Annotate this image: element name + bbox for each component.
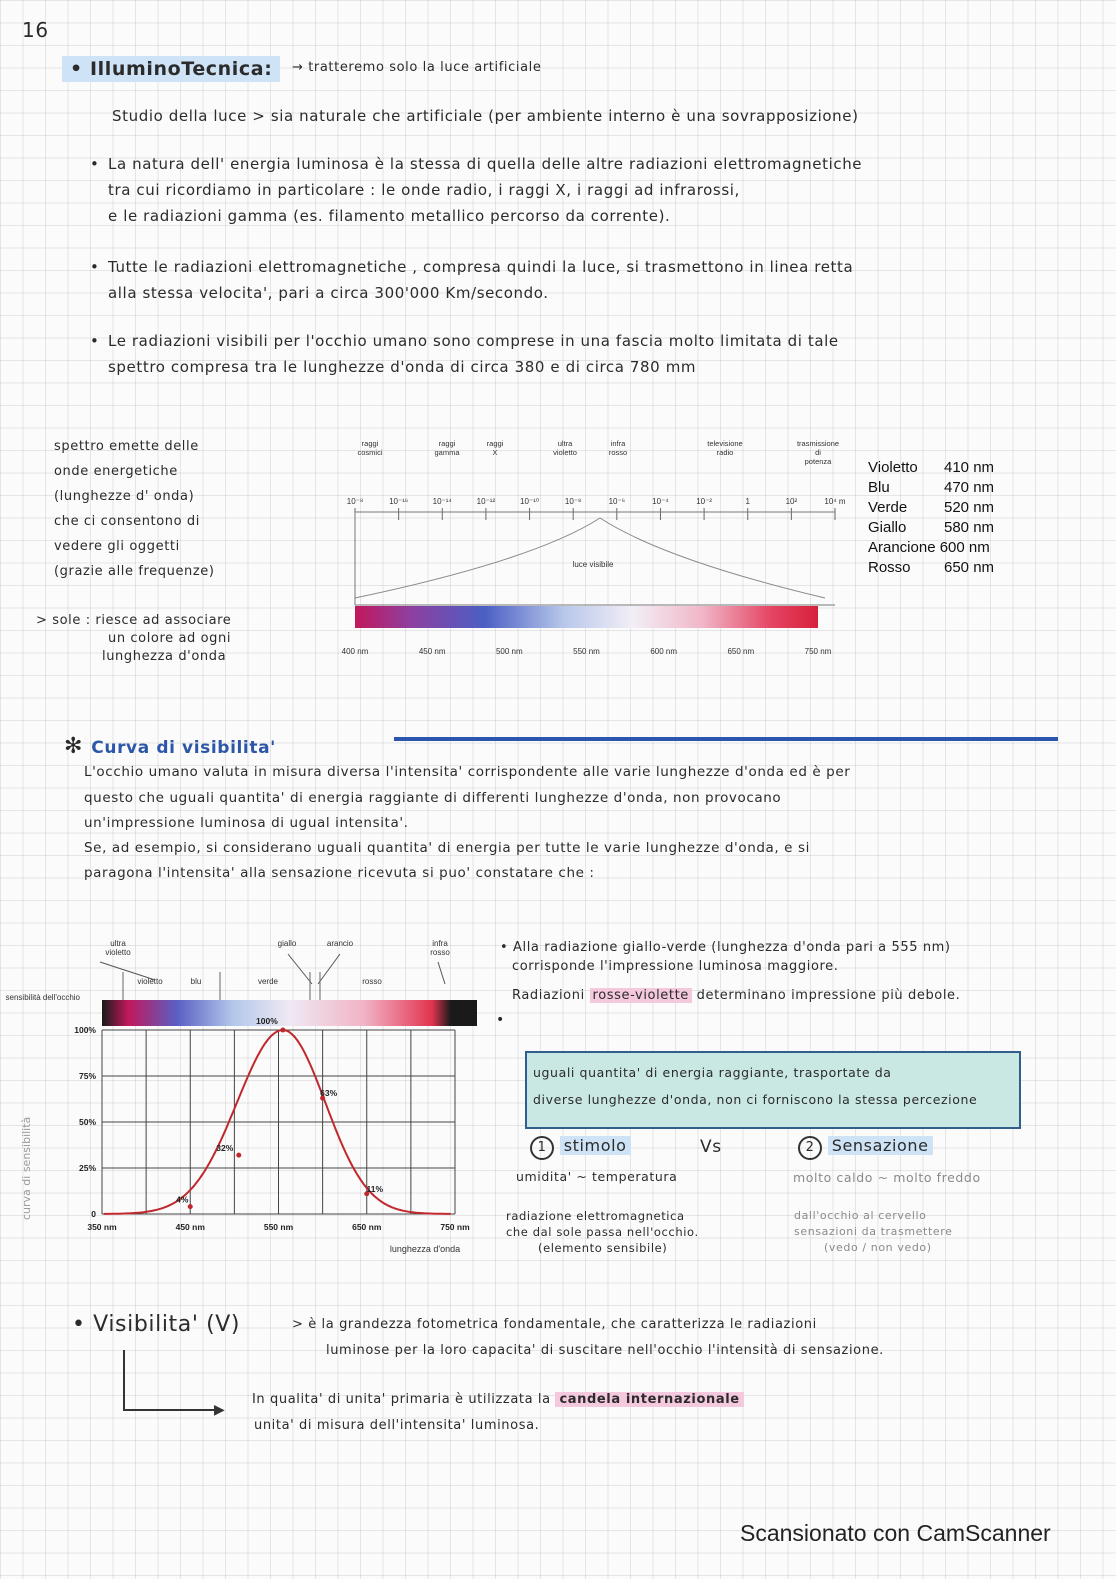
spectrum-nm-label: 500 nm [495,647,523,656]
header-note: → tratteremo solo la luce artificiale [292,60,542,75]
spectrum-nm-label: 400 nm [341,647,369,656]
curve-x-tick: 350 nm [87,1222,117,1232]
bullet-1-line-2: tra cui ricordiamo in particolare : le onde radio, i raggi X, i raggi ad infrarossi, [108,181,740,199]
curve-x-tick: 550 nm [263,1222,294,1232]
number-2-icon: 2 [798,1136,822,1160]
curve-para-2: questo che uguali quantita' di energia raggiante di differenti lunghezze d'onda, non provocano [84,790,782,806]
spectrum-tick-label: 10⁻⁸ [564,497,582,506]
note-dot: • [500,940,514,955]
spectrum-top-label: trasmissione di potenza [796,439,840,466]
spectrum-ticks [347,497,846,520]
title-suffix: : [264,58,273,80]
compare-left [530,1136,631,1160]
spectrum-note-line: onde energetiche [54,464,178,479]
spectrum-tick-label: 10⁻⁸ [346,497,364,506]
spectrum-note [54,434,215,584]
spectrum-top-label: raggi cosmici [357,439,383,457]
spectrum-tick-label: 10⁻¹⁶ [389,497,409,506]
curve-ylabel: sensibilità dell'occhio [5,993,80,1002]
color-row-verde: Verde 520 nm [868,499,995,516]
bullet-1-line-1: • La natura dell' energia luminosa è la stessa di quella delle altre radiazioni elettromagnetiche [108,155,862,173]
compare-left-desc-line: radiazione elettromagnetica [506,1209,685,1223]
spectrum-nm-label: 650 nm [727,647,755,656]
compare-left-desc [506,1208,699,1256]
curve-note-2a: Radiazioni [512,988,585,1003]
compare-right-desc-line: sensazioni da trasmettere [794,1225,953,1238]
spectrum-nm-label: 750 nm [804,647,832,656]
curve-note-2c: determinano impressione più debole. [696,988,961,1003]
curve-band-label: blu [190,977,202,986]
page-number: 16 [22,18,49,42]
compare-left-title: stimolo [560,1136,631,1155]
spectrum-tick-label: 10⁻⁴ [652,497,669,506]
key-concept-box [525,1051,1021,1129]
color-row-arancione: Arancione 600 nm [868,539,990,556]
spectrum-top-label: televisione radio [707,439,743,457]
color-table [868,458,994,578]
asterisk-icon: ✻ [64,734,92,759]
curve-y-tick: 25% [78,1163,96,1173]
curve-point [236,1153,241,1158]
curve-top-label: ultra violetto [105,939,131,957]
compare-right-title: Sensazione [828,1136,933,1155]
curve-top-label: giallo [277,939,297,948]
curve-para-3: un'impressione luminosa di ugual intensita'. [84,815,409,831]
spectrum-note-line: vedere gli oggetti [54,539,180,554]
title-text: IlluminoTecnica [89,58,265,80]
color-row-violetto: Violetto 410 nm [868,459,995,476]
curve-note-1a-text: Alla radiazione giallo-verde (lunghezza d'onda pari a 555 nm) [513,940,951,955]
number-1-icon: 1 [530,1136,554,1160]
spectrum-tick-label: 1 [745,497,750,506]
bullet-2-line-2: alla stessa velocita', pari a circa 300'000 Km/secondo. [108,284,549,302]
color-row-blu: Blu 470 nm [868,479,995,496]
compare-left-desc-line: che dal sole passa nell'occhio. [506,1225,699,1239]
sensitivity-band [102,1000,477,1026]
visibility-line-1: > è la grandezza fotometrica fondamentale, che caratterizza le radiazioni [292,1317,817,1332]
header-subtitle: Studio della luce > sia naturale che artificiale (per ambiente interno è una sovrapposizione) [112,107,859,125]
spectrum-top-label: raggi gamma [434,439,460,457]
curve-para-4: Se, ad esempio, si considerano uguali quantita' di energia per tutte le varie lunghezze d'onda, e si [84,840,810,856]
visibility-line-3a: In qualita' di unita' primaria è utilizzata la [252,1392,551,1407]
compare-right [798,1136,933,1160]
curve-note-1a [500,940,951,955]
spectrum-top-label: infra rosso [608,439,628,457]
spectrum-tick-label: 10⁴ m [824,497,846,506]
compare-right-desc [794,1208,952,1256]
bullet-2-line-1: • Tutte le radiazioni elettromagnetiche , compresa quindi la luce, si trasmettono in linea retta [108,258,853,276]
curve-point-label: 4% [176,1194,189,1205]
curve-point [188,1204,193,1209]
curve-top-label: arancio [326,939,354,948]
curve-section-title-text: Curva di visibilita' [91,738,276,758]
visibility-line-3 [252,1392,744,1407]
spectrum-tick-label: 10⁻² [696,497,712,506]
curve-section-title [64,734,276,759]
side-note-holder [20,1090,40,1220]
stray-dot: • [496,1012,505,1028]
spectrum-nm-label: 600 nm [650,647,678,656]
box-line-1: uguali quantita' di energia raggiante, trasportate da [533,1065,892,1080]
sole-note [36,612,231,666]
curve-para-5: paragona l'intensita' alla sensazione ricevuta si puo' constatare che : [84,865,595,881]
curve-y-tick: 0 [91,1209,96,1219]
compare-left-example: umidita' ~ temperatura [516,1169,678,1184]
spectrum-top-label: raggi X [486,439,504,457]
visibility-curve-chart [5,932,480,1262]
spectrum-note-line: (grazie alle frequenze) [54,564,215,579]
curve-point-label: 100% [256,1016,278,1026]
compare-right-desc-line: (vedo / non vedo) [824,1241,932,1254]
spectrum-diagram [335,430,860,665]
curve-xlabel: lunghezza d'onda [389,1244,461,1254]
curve-x-ticks [87,1222,470,1232]
sole-note-line: > sole : riesce ad associare [36,613,232,628]
spectrum-top-labels [357,439,839,466]
curve-x-tick: 650 nm [352,1222,382,1232]
compare-right-desc-line: dall'occhio al cervello [794,1209,927,1222]
section-title [62,56,280,82]
visibility-title [72,1312,240,1337]
curve-band-label: rosso [362,977,382,986]
curve-y-tick: 75% [78,1071,96,1081]
spectrum-tick-label: 10⁻⁶ [608,497,626,506]
bullet-3-line-1: • Le radiazioni visibili per l'occhio umano sono comprese in una fascia molto limitata di tale [108,332,839,350]
curve-para-1: L'occhio umano valuta in misura diversa l'intensita' corrispondente alle varie lunghezze d'onda ed è per [84,764,851,780]
sole-note-line: lunghezza d'onda [102,649,227,664]
scanner-footer: Scansionato con CamScanner [740,1520,1051,1546]
spectrum-tick-label: 10⁻¹⁴ [432,497,452,506]
color-row-giallo: Giallo 580 nm [868,519,995,536]
curve-top-labels [105,939,450,957]
visible-light-label: luce visibile [572,560,614,569]
candela-highlight: candela internazionale [555,1392,743,1407]
spectrum-nm-labels [342,647,832,656]
sole-note-line: un colore ad ogni [108,631,232,646]
curve-note-2 [512,988,960,1003]
curve-band-label: verde [257,977,279,986]
visible-spectrum-bar [355,606,818,628]
spectrum-nm-label: 450 nm [418,647,446,656]
arrow-horizontal [123,1409,221,1411]
spectrum-note-line: (lunghezze d' onda) [54,489,195,504]
color-row-rosso: Rosso 650 nm [868,559,995,576]
curve-grid [102,1030,455,1214]
title-dot: • [70,58,90,80]
spectrum-tick-label: 10⁻¹² [476,497,496,506]
curve-y-tick: 100% [74,1025,96,1035]
visibility-line-4: unita' di misura dell'intensita' luminosa. [254,1418,540,1433]
compare-right-example: molto caldo ~ molto freddo [793,1170,981,1185]
side-note-text: curva di sensibilità [20,1116,33,1220]
curve-point [280,1028,285,1033]
compare-left-desc-line: (elemento sensibile) [538,1241,668,1255]
spectrum-note-line: spettro emette delle [54,439,199,454]
spectrum-top-label: ultra violetto [553,439,577,457]
curve-point-label: 32% [216,1143,234,1154]
visibility-line-2: luminose per la loro capacita' di suscitare nell'occhio l'intensità di sensazione. [326,1343,884,1358]
visibility-title-text: Visibilita' (V) [93,1312,241,1337]
spectrum-tick-label: 10⁻¹⁰ [520,497,540,506]
curve-y-ticks [74,1025,96,1219]
curve-point-label: 63% [320,1088,338,1099]
curve-points [176,1016,383,1209]
box-line-2: diverse lunghezze d'onda, non ci forniscono la stessa percezione [533,1092,978,1107]
curve-point-label: 11% [366,1183,384,1194]
arrow-head-icon: ▶ [214,1402,225,1418]
curve-note-1b: corrisponde l'impressione luminosa maggiore. [512,959,839,974]
compare-vs: Vs [700,1137,722,1157]
bullet-1-line-3: e le radiazioni gamma (es. filamento metallico percorso da corrente). [108,207,671,225]
curve-x-tick: 450 nm [175,1222,205,1232]
curve-top-label: infra rosso [430,939,450,957]
visibility-dot: • [72,1312,94,1337]
curve-note-2b: rosse-violette [590,988,692,1003]
section-divider [394,737,1058,741]
spectrum-note-line: che ci consentono di [54,514,200,529]
curve-x-tick: 750 nm [440,1222,470,1232]
spectrum-nm-label: 550 nm [573,647,600,656]
spectrum-tick-label: 10² [785,497,798,506]
bullet-3-line-2: spettro compresa tra le lunghezze d'onda di circa 380 e di circa 780 mm [108,358,697,376]
curve-y-tick: 50% [78,1117,96,1127]
curve-band-label: violetto [137,977,163,986]
arrow-vertical [123,1350,125,1410]
curve-band-labels [137,977,382,986]
